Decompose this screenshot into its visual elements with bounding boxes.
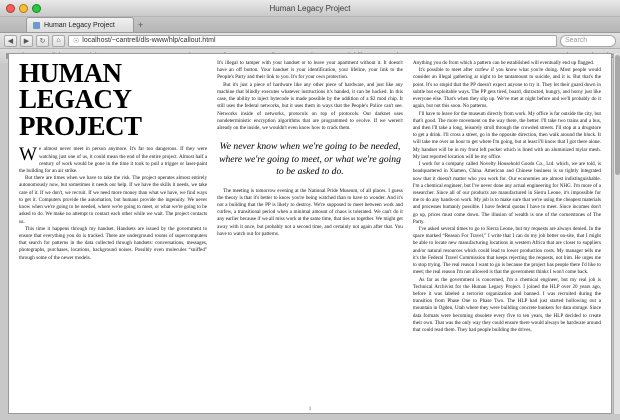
- lock-icon: ☉: [73, 37, 80, 45]
- new-tab-button[interactable]: +: [138, 20, 144, 30]
- article-column-3: [408, 60, 603, 406]
- maximize-window-icon[interactable]: [32, 4, 41, 13]
- address-bar-value: localhost/~cantrell/dls-www/hlp/callout.html: [82, 37, 216, 44]
- page-icon: [33, 22, 40, 29]
- paragraph: The meeting is tomorrow evening at the National Pride Museum, of all places. I guess the theory is that it's better to know you're being watched than to have to wonder. And it's not a building that the PP is likely to destroy. We're supposed to meet between work and curfew, a transitional period when a minimal amount of chaos is tolerated. We can't do it any earlier because if we all miss work at the same time, that ties us together. We might get away with it once, but probably not a second time, and certainly not again after that. You have to watch out for patterns.: [217, 187, 403, 237]
- paragraph: This time it happens through my handset. Handsets are issued by the government to ensure that everything you do is tracked. There are underground rooms of supercomputers that search for patterns in the data collected through handsets: conversations, messages, photographs, purchases, locations, background noises. Possibly even molecules “sniffed” through some of the newer models.: [19, 225, 208, 261]
- drop-cap: W: [19, 144, 37, 166]
- window-title: Human Legacy Project: [269, 3, 351, 13]
- article-column-1: [17, 60, 212, 406]
- scrollbar-thumb[interactable]: [615, 55, 620, 175]
- paragraph: But there are times when we have to take the risk. The project operates almost entirely autonomously now, but sometimes it needs our help. If we have the skills it needs, we take care of it. If we don't, we recruit. If we need more money than what we have, we find ways to get it. Computers provide the automation, but humans provide the ingenuity. We never know when we're going to be needed, where we're going to meet, or what we're going to be asked to do. We make no attempt to contact each other while we wait. The project contacts us.: [19, 175, 208, 225]
- paragraph: But it's just a piece of hardware like any other piece of hardware, and just like any machine that blindly executes whatever instructions it's handed, it can be hacked. In this case, the ability to inject bytecode is made possible by the addition of a $2 mod chip. It still uses the federal networks, but it uses them in ways that the People's Police can't see. Networks inside of networks, protocols on top of protocols. Our darknet uses nondeterministic encryption algorithms that are programmed to evolve. If we weren't already on the inside, we wouldn't even know how to crack them.: [217, 81, 403, 131]
- paragraph: Anything you do from which a pattern can be established will eventually end up flagged.: [412, 60, 595, 66]
- address-bar[interactable]: [68, 35, 557, 47]
- pull-quote: We never know when we're going to be needed, where we're going to meet, or what we're going to be asked to do.: [219, 141, 401, 178]
- navigation-bar: [0, 33, 620, 49]
- article-page: [8, 53, 612, 414]
- paragraph: I'll have to leave for the museum directly from work. My office is far outside the city, but that's good. The more movement on the way there, the better. I'll take two trains and a bus, and then I'll take a long, leisurely stroll through the crowded streets. I'll stop at a drugstore to get a drink. I'll cross a street, go in the opposite direction, then walk around the block. It will take me over an hour to get where I'm going, but at least I'll know that I got there alone. My handset will be in my front left pocket which is lined with an aluminized mylar mesh. My last reported location will be my office.: [412, 110, 601, 160]
- back-button[interactable]: ◀: [4, 35, 17, 47]
- paragraph: It's illegal to tamper with your handset or to leave your apartment without it. It doesn't have an off button. Your handset is your identification, your lifeline, your link to the People's Party and their link to you. It's for your own protection.: [217, 60, 403, 81]
- paragraph: [19, 146, 207, 175]
- reload-button[interactable]: ↻: [36, 35, 49, 47]
- paragraph: It's possible to meet after curfew if you know what you're doing. Most people would consider an illegal gathering at night to be tantamount to suicide, and it is. But that's the point. It's so stupid that the PP doesn't expect anyone to try it. They let their guard down in subtle but exploitable ways. The PP gets tired, board, distracted, hungry, and horny just like everyone else. That's when they slip up. We've met at night before and we'll probably do it again, but not this soon. No patterns.: [412, 67, 601, 110]
- page-title: HUMAN LEGACY PROJECT: [19, 58, 142, 141]
- article-columns: [17, 60, 603, 406]
- page-number: 1: [308, 407, 312, 412]
- paragraph: As far as the government is concerned, I'm a chemical engineer, but my real job is Technical Archivist for the Human Legacy Project. I joined the HLP over 20 years ago, before it was labeled a terrorist organization and banned. I was recruited during the transition from Phase One to Phase Two. The HLP had just started hollowing out a mountain in Ogden, Utah where they were building concrete bunkers for data storage. Since data formats were becoming obsolete every five to ten years, the HLP decided to create their own. That was the only way they could ensure there would always be hardware around that could read them. They had people building the drives,: [412, 276, 601, 334]
- search-input[interactable]: [560, 35, 616, 47]
- paragraph: I work for a company called Novelty Household Goods Co., Ltd. which, we are told, is headquartered in Xiamen, China. American and Chinese business is so tightly integrated now that it doesn't matter who you work for. Our economies are almost indistinguishable. I'm a chemical engineer, but I've never done any actual engineering for NHG. I'm more of a researcher. Since all of our products are manufactured in Sierra Leone, it's impossible for me to do any hands-on work. My job is to make sure that we're using the cheapest materials and processes humanly possible. I have federal quotas I have to meet. Since incomes don't go up, prices must come down. The illusion of wealth is one of the cornerstones of The Party.: [412, 161, 601, 225]
- vertical-scrollbar[interactable]: [613, 53, 620, 414]
- window-titlebar[interactable]: [0, 0, 620, 17]
- article-column-2: [212, 60, 408, 406]
- paragraph-text: e almost never meet in person anymore. It's far too dangerous. If they were watching just one of us, it could mean the end of the entire project. Almost half a century of work would be gone in the time it took to pull a trigger or laser-paint the building for an air strike.: [19, 146, 208, 175]
- tab-human-legacy-project[interactable]: [26, 17, 134, 32]
- window-controls[interactable]: [6, 4, 41, 13]
- home-button[interactable]: ⌂: [52, 35, 65, 47]
- tab-label: Human Legacy Project: [44, 21, 115, 29]
- browser-chrome: [0, 0, 620, 49]
- forward-button[interactable]: ▶: [20, 35, 33, 47]
- tab-strip: [0, 17, 620, 33]
- search-placeholder: Search: [565, 37, 588, 44]
- close-window-icon[interactable]: [6, 4, 15, 13]
- paragraph: I've asked several times to go to Sierra Leone, but my requests are always denied. In the space marked “Reason For Travel,” I write that I can do my job better on-site, that I might be able to locate new manufacturing locations in western Africa that are closer to suppliers and/or natural resources which could lead to lower production costs. My manager tells me it's the Federal Travel Commission that keeps rejecting the requests, not him. He urges me to stop trying. The real reason I want to go is because the project has people there I'd like to meet; the real reason I'm not allowed is that the government thinks I won't come back.: [412, 226, 601, 276]
- minimize-window-icon[interactable]: [19, 4, 28, 13]
